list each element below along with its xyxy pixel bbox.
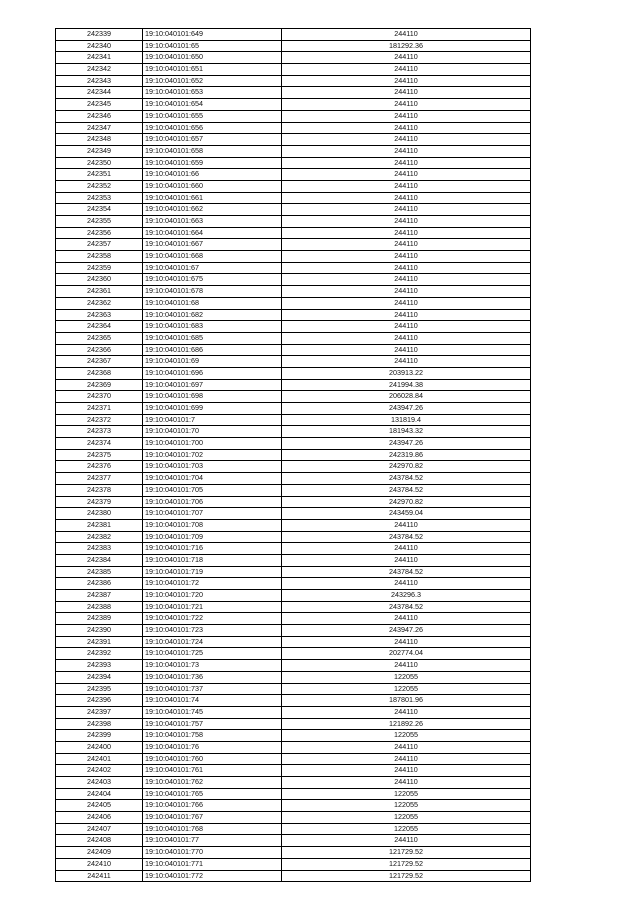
value-cell: 244110	[282, 134, 531, 146]
cadastral-number-cell: 19:10:040101:686	[143, 344, 282, 356]
value-cell: 244110	[282, 519, 531, 531]
value-cell: 244110	[282, 578, 531, 590]
cadastral-number-cell: 19:10:040101:655	[143, 110, 282, 122]
value-cell: 244110	[282, 356, 531, 368]
row-number-cell: 242341	[56, 52, 143, 64]
cadastral-number-cell: 19:10:040101:702	[143, 449, 282, 461]
cadastral-number-cell: 19:10:040101:736	[143, 671, 282, 683]
row-number-cell: 242401	[56, 753, 143, 765]
cadastral-number-cell: 19:10:040101:658	[143, 145, 282, 157]
row-number-cell: 242373	[56, 426, 143, 438]
table-row	[56, 706, 531, 718]
value-cell: 244110	[282, 122, 531, 134]
table-row	[56, 356, 531, 368]
cadastral-number-cell: 19:10:040101:703	[143, 461, 282, 473]
row-number-cell: 242394	[56, 671, 143, 683]
table-row	[56, 134, 531, 146]
row-number-cell: 242387	[56, 590, 143, 602]
cadastral-number-cell: 19:10:040101:722	[143, 613, 282, 625]
cadastral-number-cell: 19:10:040101:698	[143, 391, 282, 403]
row-number-cell: 242400	[56, 741, 143, 753]
table-row	[56, 648, 531, 660]
value-cell: 181943.32	[282, 426, 531, 438]
table-row	[56, 660, 531, 672]
row-number-cell: 242391	[56, 636, 143, 648]
value-cell: 121729.52	[282, 858, 531, 870]
table-row	[56, 321, 531, 333]
row-number-cell: 242357	[56, 239, 143, 251]
table-row	[56, 531, 531, 543]
cadastral-number-cell: 19:10:040101:772	[143, 870, 282, 882]
cadastral-number-cell: 19:10:040101:76	[143, 741, 282, 753]
value-cell: 244110	[282, 216, 531, 228]
cadastral-number-cell: 19:10:040101:664	[143, 227, 282, 239]
row-number-cell: 242403	[56, 777, 143, 789]
value-cell: 243947.26	[282, 625, 531, 637]
row-number-cell: 242350	[56, 157, 143, 169]
cadastral-number-cell: 19:10:040101:685	[143, 332, 282, 344]
cadastral-number-cell: 19:10:040101:718	[143, 554, 282, 566]
value-cell: 122055	[282, 671, 531, 683]
cadastral-number-cell: 19:10:040101:77	[143, 835, 282, 847]
value-cell: 243947.26	[282, 403, 531, 415]
value-cell: 122055	[282, 800, 531, 812]
value-cell: 243784.52	[282, 531, 531, 543]
table-row	[56, 309, 531, 321]
cadastral-number-cell: 19:10:040101:719	[143, 566, 282, 578]
row-number-cell: 242371	[56, 403, 143, 415]
cadastral-number-cell: 19:10:040101:73	[143, 660, 282, 672]
row-number-cell: 242358	[56, 251, 143, 263]
cadastral-number-cell: 19:10:040101:721	[143, 601, 282, 613]
table-row	[56, 75, 531, 87]
cadastral-number-cell: 19:10:040101:768	[143, 823, 282, 835]
value-cell: 206028.84	[282, 391, 531, 403]
row-number-cell: 242397	[56, 706, 143, 718]
value-cell: 244110	[282, 99, 531, 111]
cadastral-number-cell: 19:10:040101:716	[143, 543, 282, 555]
value-cell: 181292.36	[282, 40, 531, 52]
cadastral-number-cell: 19:10:040101:667	[143, 239, 282, 251]
cadastral-number-cell: 19:10:040101:650	[143, 52, 282, 64]
value-cell: 244110	[282, 344, 531, 356]
row-number-cell: 242356	[56, 227, 143, 239]
row-number-cell: 242381	[56, 519, 143, 531]
value-cell: 122055	[282, 823, 531, 835]
row-number-cell: 242342	[56, 64, 143, 76]
row-number-cell: 242355	[56, 216, 143, 228]
cadastral-number-cell: 19:10:040101:699	[143, 403, 282, 415]
row-number-cell: 242396	[56, 695, 143, 707]
row-number-cell: 242343	[56, 75, 143, 87]
value-cell: 244110	[282, 145, 531, 157]
value-cell: 244110	[282, 297, 531, 309]
table-row	[56, 519, 531, 531]
table-row	[56, 239, 531, 251]
row-number-cell: 242383	[56, 543, 143, 555]
row-number-cell: 242345	[56, 99, 143, 111]
row-number-cell: 242369	[56, 379, 143, 391]
value-cell: 244110	[282, 706, 531, 718]
table-row	[56, 835, 531, 847]
table-row	[56, 695, 531, 707]
value-cell: 242970.82	[282, 461, 531, 473]
row-number-cell: 242359	[56, 262, 143, 274]
value-cell: 244110	[282, 777, 531, 789]
table-row	[56, 169, 531, 181]
table-row	[56, 426, 531, 438]
row-number-cell: 242406	[56, 812, 143, 824]
table-row	[56, 414, 531, 426]
row-number-cell: 242347	[56, 122, 143, 134]
table-row	[56, 613, 531, 625]
value-cell: 244110	[282, 192, 531, 204]
table-row	[56, 683, 531, 695]
value-cell: 241994.38	[282, 379, 531, 391]
cadastral-number-cell: 19:10:040101:663	[143, 216, 282, 228]
row-number-cell: 242380	[56, 508, 143, 520]
table-row	[56, 496, 531, 508]
cadastral-number-cell: 19:10:040101:697	[143, 379, 282, 391]
row-number-cell: 242384	[56, 554, 143, 566]
row-number-cell: 242410	[56, 858, 143, 870]
table-row	[56, 262, 531, 274]
row-number-cell: 242340	[56, 40, 143, 52]
value-cell: 244110	[282, 286, 531, 298]
row-number-cell: 242348	[56, 134, 143, 146]
cadastral-number-cell: 19:10:040101:700	[143, 438, 282, 450]
table-row	[56, 122, 531, 134]
table-body	[56, 29, 531, 882]
table-row	[56, 99, 531, 111]
table-row	[56, 566, 531, 578]
value-cell: 244110	[282, 543, 531, 555]
value-cell: 244110	[282, 29, 531, 41]
table-row	[56, 847, 531, 859]
table-row	[56, 40, 531, 52]
cadastral-number-cell: 19:10:040101:660	[143, 180, 282, 192]
row-number-cell: 242344	[56, 87, 143, 99]
cadastral-number-cell: 19:10:040101:65	[143, 40, 282, 52]
value-cell: 244110	[282, 835, 531, 847]
row-number-cell: 242382	[56, 531, 143, 543]
value-cell: 242970.82	[282, 496, 531, 508]
value-cell: 244110	[282, 636, 531, 648]
row-number-cell: 242408	[56, 835, 143, 847]
value-cell: 244110	[282, 274, 531, 286]
cadastral-number-cell: 19:10:040101:66	[143, 169, 282, 181]
table-row	[56, 274, 531, 286]
table-row	[56, 788, 531, 800]
value-cell: 244110	[282, 741, 531, 753]
row-number-cell: 242349	[56, 145, 143, 157]
value-cell: 243459.04	[282, 508, 531, 520]
table-row	[56, 590, 531, 602]
table-row	[56, 484, 531, 496]
value-cell: 244110	[282, 204, 531, 216]
cadastral-number-cell: 19:10:040101:720	[143, 590, 282, 602]
cadastral-number-cell: 19:10:040101:762	[143, 777, 282, 789]
row-number-cell: 242372	[56, 414, 143, 426]
table-row	[56, 29, 531, 41]
value-cell: 242319.86	[282, 449, 531, 461]
row-number-cell: 242374	[56, 438, 143, 450]
cadastral-number-cell: 19:10:040101:767	[143, 812, 282, 824]
cadastral-number-cell: 19:10:040101:68	[143, 297, 282, 309]
cadastral-number-cell: 19:10:040101:707	[143, 508, 282, 520]
value-cell: 244110	[282, 157, 531, 169]
row-number-cell: 242398	[56, 718, 143, 730]
row-number-cell: 242365	[56, 332, 143, 344]
value-cell: 244110	[282, 180, 531, 192]
row-number-cell: 242375	[56, 449, 143, 461]
value-cell: 244110	[282, 64, 531, 76]
cadastral-number-cell: 19:10:040101:771	[143, 858, 282, 870]
table-row	[56, 379, 531, 391]
value-cell: 244110	[282, 251, 531, 263]
table-row	[56, 449, 531, 461]
table-row	[56, 286, 531, 298]
row-number-cell: 242367	[56, 356, 143, 368]
value-cell: 244110	[282, 309, 531, 321]
row-number-cell: 242368	[56, 367, 143, 379]
cadastral-number-cell: 19:10:040101:682	[143, 309, 282, 321]
row-number-cell: 242402	[56, 765, 143, 777]
table-row	[56, 718, 531, 730]
value-cell: 243784.52	[282, 473, 531, 485]
value-cell: 121729.52	[282, 847, 531, 859]
cadastral-number-cell: 19:10:040101:668	[143, 251, 282, 263]
cadastral-number-cell: 19:10:040101:652	[143, 75, 282, 87]
value-cell: 244110	[282, 227, 531, 239]
cadastral-number-cell: 19:10:040101:760	[143, 753, 282, 765]
row-number-cell: 242376	[56, 461, 143, 473]
row-number-cell: 242404	[56, 788, 143, 800]
table-row	[56, 601, 531, 613]
cadastral-number-cell: 19:10:040101:708	[143, 519, 282, 531]
table-row	[56, 625, 531, 637]
table-row	[56, 52, 531, 64]
cadastral-number-cell: 19:10:040101:651	[143, 64, 282, 76]
row-number-cell: 242353	[56, 192, 143, 204]
row-number-cell: 242346	[56, 110, 143, 122]
cadastral-number-cell: 19:10:040101:67	[143, 262, 282, 274]
table-row	[56, 145, 531, 157]
table-row	[56, 473, 531, 485]
cadastral-number-cell: 19:10:040101:737	[143, 683, 282, 695]
row-number-cell: 242389	[56, 613, 143, 625]
row-number-cell: 242411	[56, 870, 143, 882]
value-cell: 122055	[282, 730, 531, 742]
cadastral-number-cell: 19:10:040101:656	[143, 122, 282, 134]
row-number-cell: 242352	[56, 180, 143, 192]
row-number-cell: 242377	[56, 473, 143, 485]
row-number-cell: 242339	[56, 29, 143, 41]
value-cell: 244110	[282, 52, 531, 64]
table-row	[56, 508, 531, 520]
cadastral-number-cell: 19:10:040101:770	[143, 847, 282, 859]
table-row	[56, 812, 531, 824]
cadastral-number-cell: 19:10:040101:757	[143, 718, 282, 730]
table-row	[56, 461, 531, 473]
cadastral-number-cell: 19:10:040101:661	[143, 192, 282, 204]
row-number-cell: 242363	[56, 309, 143, 321]
cadastral-number-cell: 19:10:040101:659	[143, 157, 282, 169]
cadastral-number-cell: 19:10:040101:74	[143, 695, 282, 707]
value-cell: 122055	[282, 812, 531, 824]
cadastral-number-cell: 19:10:040101:653	[143, 87, 282, 99]
value-cell: 244110	[282, 765, 531, 777]
row-number-cell: 242386	[56, 578, 143, 590]
table-row	[56, 858, 531, 870]
cadastral-number-cell: 19:10:040101:724	[143, 636, 282, 648]
row-number-cell: 242366	[56, 344, 143, 356]
row-number-cell: 242388	[56, 601, 143, 613]
row-number-cell: 242379	[56, 496, 143, 508]
row-number-cell: 242407	[56, 823, 143, 835]
row-number-cell: 242392	[56, 648, 143, 660]
value-cell: 244110	[282, 332, 531, 344]
row-number-cell: 242399	[56, 730, 143, 742]
value-cell: 243947.26	[282, 438, 531, 450]
row-number-cell: 242370	[56, 391, 143, 403]
cadastral-number-cell: 19:10:040101:683	[143, 321, 282, 333]
cadastral-number-cell: 19:10:040101:761	[143, 765, 282, 777]
table-row	[56, 227, 531, 239]
value-cell: 244110	[282, 75, 531, 87]
table-row	[56, 216, 531, 228]
table-row	[56, 87, 531, 99]
cadastral-number-cell: 19:10:040101:723	[143, 625, 282, 637]
table-row	[56, 543, 531, 555]
value-cell: 243784.52	[282, 484, 531, 496]
cadastral-number-cell: 19:10:040101:745	[143, 706, 282, 718]
table-row	[56, 741, 531, 753]
cadastral-number-cell: 19:10:040101:709	[143, 531, 282, 543]
value-cell: 244110	[282, 554, 531, 566]
table-row	[56, 671, 531, 683]
value-cell: 244110	[282, 613, 531, 625]
value-cell: 244110	[282, 239, 531, 251]
value-cell: 187801.96	[282, 695, 531, 707]
value-cell: 244110	[282, 110, 531, 122]
table-row	[56, 823, 531, 835]
cadastral-number-cell: 19:10:040101:705	[143, 484, 282, 496]
table-row	[56, 403, 531, 415]
cadastral-number-cell: 19:10:040101:706	[143, 496, 282, 508]
value-cell: 244110	[282, 169, 531, 181]
cadastral-number-cell: 19:10:040101:654	[143, 99, 282, 111]
row-number-cell: 242385	[56, 566, 143, 578]
cadastral-value-table	[55, 28, 531, 882]
table-row	[56, 344, 531, 356]
table-row	[56, 870, 531, 882]
value-cell: 244110	[282, 262, 531, 274]
table-row	[56, 332, 531, 344]
cadastral-number-cell: 19:10:040101:69	[143, 356, 282, 368]
row-number-cell: 242378	[56, 484, 143, 496]
cadastral-number-cell: 19:10:040101:70	[143, 426, 282, 438]
cadastral-number-cell: 19:10:040101:657	[143, 134, 282, 146]
row-number-cell: 242405	[56, 800, 143, 812]
table-row	[56, 730, 531, 742]
row-number-cell: 242393	[56, 660, 143, 672]
value-cell: 131819.4	[282, 414, 531, 426]
cadastral-number-cell: 19:10:040101:758	[143, 730, 282, 742]
table-row	[56, 157, 531, 169]
row-number-cell: 242360	[56, 274, 143, 286]
cadastral-number-cell: 19:10:040101:662	[143, 204, 282, 216]
cadastral-number-cell: 19:10:040101:766	[143, 800, 282, 812]
cadastral-number-cell: 19:10:040101:725	[143, 648, 282, 660]
row-number-cell: 242409	[56, 847, 143, 859]
value-cell: 243296.3	[282, 590, 531, 602]
row-number-cell: 242395	[56, 683, 143, 695]
value-cell: 244110	[282, 321, 531, 333]
value-cell: 244110	[282, 660, 531, 672]
table-row	[56, 204, 531, 216]
value-cell: 202774.04	[282, 648, 531, 660]
table-row	[56, 800, 531, 812]
table-row	[56, 192, 531, 204]
table-row	[56, 391, 531, 403]
cadastral-number-cell: 19:10:040101:72	[143, 578, 282, 590]
table-row	[56, 636, 531, 648]
row-number-cell: 242351	[56, 169, 143, 181]
value-cell: 243784.52	[282, 566, 531, 578]
table-row	[56, 554, 531, 566]
value-cell: 244110	[282, 87, 531, 99]
value-cell: 244110	[282, 753, 531, 765]
cadastral-number-cell: 19:10:040101:678	[143, 286, 282, 298]
value-cell: 122055	[282, 683, 531, 695]
table-row	[56, 110, 531, 122]
table-row	[56, 180, 531, 192]
row-number-cell: 242361	[56, 286, 143, 298]
table-row	[56, 297, 531, 309]
table-row	[56, 251, 531, 263]
value-cell: 121729.52	[282, 870, 531, 882]
table-row	[56, 64, 531, 76]
row-number-cell: 242390	[56, 625, 143, 637]
table-row	[56, 367, 531, 379]
cadastral-number-cell: 19:10:040101:675	[143, 274, 282, 286]
cadastral-number-cell: 19:10:040101:7	[143, 414, 282, 426]
row-number-cell: 242362	[56, 297, 143, 309]
table-row	[56, 438, 531, 450]
table-row	[56, 765, 531, 777]
row-number-cell: 242354	[56, 204, 143, 216]
row-number-cell: 242364	[56, 321, 143, 333]
cadastral-number-cell: 19:10:040101:704	[143, 473, 282, 485]
value-cell: 122055	[282, 788, 531, 800]
value-cell: 203913.22	[282, 367, 531, 379]
value-cell: 121892.26	[282, 718, 531, 730]
cadastral-number-cell: 19:10:040101:649	[143, 29, 282, 41]
cadastral-number-cell: 19:10:040101:765	[143, 788, 282, 800]
table-row	[56, 578, 531, 590]
value-cell: 243784.52	[282, 601, 531, 613]
table-row	[56, 777, 531, 789]
cadastral-number-cell: 19:10:040101:696	[143, 367, 282, 379]
table-row	[56, 753, 531, 765]
